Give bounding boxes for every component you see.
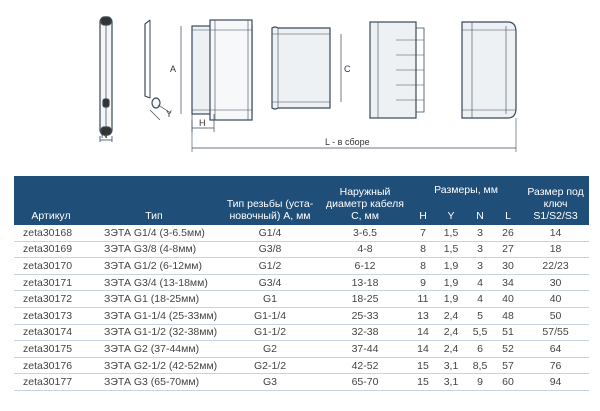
label-n: N: [101, 130, 108, 140]
cell-article: zeta30176: [14, 357, 88, 374]
table-row: [14, 374, 589, 391]
table-row: [14, 291, 589, 308]
cell-article: zeta30168: [14, 225, 88, 241]
cell-thread: G2: [220, 341, 320, 358]
cell-n: 3: [466, 258, 494, 275]
cell-article: zeta30171: [14, 274, 88, 291]
table-body: [14, 225, 589, 390]
header-l: L: [494, 196, 522, 225]
cell-l: 60: [494, 374, 522, 391]
cell-l: 34: [494, 274, 522, 291]
cell-wrench: 50: [522, 307, 589, 324]
cell-y: 1,9: [436, 291, 466, 308]
cell-n: 4: [466, 274, 494, 291]
seal-profile-drawing: [145, 20, 171, 120]
table-row: [14, 357, 589, 374]
cap-nut-drawing: [462, 22, 516, 118]
cell-l: 51: [494, 324, 522, 341]
cell-diameter: 13-18: [320, 274, 410, 291]
cell-y: 3,1: [436, 374, 466, 391]
cell-diameter: 4-8: [320, 241, 410, 258]
cell-n: 5: [466, 307, 494, 324]
cell-wrench: 22/23: [522, 258, 589, 275]
cell-article: zeta30172: [14, 291, 88, 308]
cell-thread: G1/4: [220, 225, 320, 241]
cell-l: 52: [494, 341, 522, 358]
cell-wrench: 94: [522, 374, 589, 391]
cell-article: zeta30174: [14, 324, 88, 341]
label-l: L - в сборе: [325, 137, 370, 147]
cell-diameter: 18-25: [320, 291, 410, 308]
cell-y: 1,9: [436, 274, 466, 291]
cell-type: ЗЭТА G1-1/2 (32-38мм): [88, 324, 220, 341]
cell-wrench: 76: [522, 357, 589, 374]
cell-y: 1,5: [436, 225, 466, 241]
cell-l: 40: [494, 291, 522, 308]
cell-y: 3,1: [436, 357, 466, 374]
table-row: [14, 307, 589, 324]
cell-diameter: 3-6.5: [320, 225, 410, 241]
cell-h: 8: [410, 258, 436, 275]
cell-diameter: 65-70: [320, 374, 410, 391]
collet-drawing: [370, 22, 424, 118]
cell-n: 8,5: [466, 357, 494, 374]
cell-thread: G3/8: [220, 241, 320, 258]
cell-thread: G1-1/2: [220, 324, 320, 341]
cell-l: 48: [494, 307, 522, 324]
cell-thread: G3/4: [220, 274, 320, 291]
cell-thread: G1: [220, 291, 320, 308]
cell-h: 14: [410, 341, 436, 358]
cell-y: 1,9: [436, 258, 466, 275]
technical-drawing: [0, 0, 600, 170]
o-ring-drawing: [100, 17, 112, 142]
cell-n: 6: [466, 341, 494, 358]
cell-diameter: 37-44: [320, 341, 410, 358]
label-y: Y: [166, 109, 173, 119]
header-thread: Тип резьбы (уста-новочный) А, мм: [220, 176, 320, 225]
header-h: H: [410, 196, 436, 225]
table-row: [14, 324, 589, 341]
header-diameter: Наружный диаметр кабеля С, мм: [320, 176, 410, 225]
cell-l: 26: [494, 225, 522, 241]
cell-thread: G3: [220, 374, 320, 391]
table-row: [14, 341, 589, 358]
header-n: N: [466, 196, 494, 225]
label-c: C: [344, 64, 351, 74]
cell-y: 1,5: [436, 241, 466, 258]
cell-thread: G2-1/2: [220, 357, 320, 374]
cell-n: 3: [466, 241, 494, 258]
table-row: [14, 274, 589, 291]
cell-type: ЗЭТА G3 (65-70мм): [88, 374, 220, 391]
cell-n: 4: [466, 291, 494, 308]
cell-type: ЗЭТА G3/8 (4-8мм): [88, 241, 220, 258]
cell-article: zeta30175: [14, 341, 88, 358]
label-a: A: [170, 64, 177, 74]
table-row: [14, 258, 589, 275]
cell-article: zeta30177: [14, 374, 88, 391]
cell-l: 30: [494, 258, 522, 275]
cell-y: 2,4: [436, 341, 466, 358]
table-row: [14, 241, 589, 258]
cell-h: 8: [410, 241, 436, 258]
cell-wrench: 40: [522, 291, 589, 308]
cell-l: 27: [494, 241, 522, 258]
cell-wrench: 18: [522, 241, 589, 258]
cell-article: zeta30173: [14, 307, 88, 324]
cell-article: zeta30170: [14, 258, 88, 275]
cell-type: ЗЭТА G3/4 (13-18мм): [88, 274, 220, 291]
header-type: Тип: [88, 176, 220, 225]
cell-article: zeta30169: [14, 241, 88, 258]
cell-type: ЗЭТА G2 (37-44мм): [88, 341, 220, 358]
cell-h: 7: [410, 225, 436, 241]
cell-h: 13: [410, 307, 436, 324]
cell-diameter: 6-12: [320, 258, 410, 275]
cell-type: ЗЭТА G1/4 (3-6.5мм): [88, 225, 220, 241]
header-sizes: Размеры, мм: [410, 176, 522, 196]
cell-h: 11: [410, 291, 436, 308]
table-header: [14, 176, 589, 225]
label-h: H: [199, 118, 206, 128]
cell-diameter: 42-52: [320, 357, 410, 374]
cell-y: 2,4: [436, 307, 466, 324]
specification-table: [14, 176, 589, 391]
cell-n: 3: [466, 225, 494, 241]
cell-h: 15: [410, 357, 436, 374]
cell-h: 9: [410, 274, 436, 291]
cell-type: ЗЭТА G2-1/2 (42-52мм): [88, 357, 220, 374]
threaded-body-drawing: [181, 20, 252, 132]
header-wrench: Размер под ключ S1/S2/S3: [522, 176, 589, 225]
cell-type: ЗЭТА G1/2 (6-12мм): [88, 258, 220, 275]
cell-thread: G1/2: [220, 258, 320, 275]
cell-h: 14: [410, 324, 436, 341]
cell-n: 5,5: [466, 324, 494, 341]
sleeve-drawing: [272, 27, 341, 109]
cell-diameter: 25-33: [320, 307, 410, 324]
cell-diameter: 32-38: [320, 324, 410, 341]
cell-y: 2,4: [436, 324, 466, 341]
table-row: [14, 225, 589, 241]
cell-wrench: 14: [522, 225, 589, 241]
cell-wrench: 57/55: [522, 324, 589, 341]
cell-h: 15: [410, 374, 436, 391]
header-y: Y: [436, 196, 466, 225]
cell-wrench: 30: [522, 274, 589, 291]
header-article: Артикул: [14, 176, 88, 225]
cell-l: 57: [494, 357, 522, 374]
cell-type: ЗЭТА G1 (18-25мм): [88, 291, 220, 308]
cell-type: ЗЭТА G1-1/4 (25-33мм): [88, 307, 220, 324]
cell-thread: G1-1/4: [220, 307, 320, 324]
cell-wrench: 64: [522, 341, 589, 358]
cell-n: 9: [466, 374, 494, 391]
